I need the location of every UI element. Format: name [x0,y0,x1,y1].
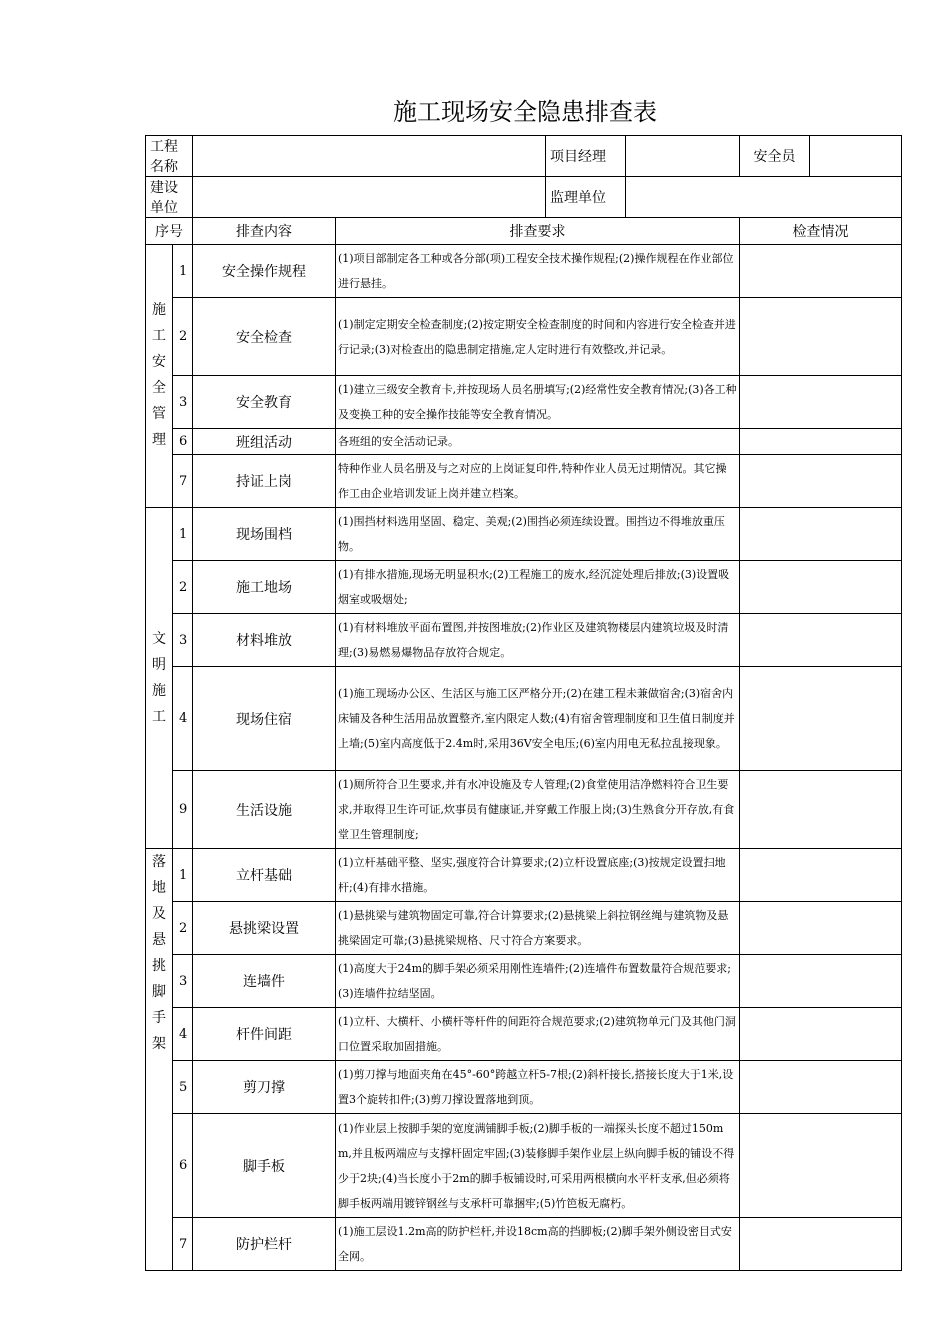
category-cell: 落 地 及 悬 挑 脚 手 架 [146,849,173,1271]
project-name-label: 工程名称 [146,136,193,177]
check-requirement: (1)建立三级安全教育卡,并按现场人员名册填写;(2)经常性安全教育情况;(3)各工种及变换工种的安全操作技能等安全教育情况。 [336,376,740,429]
check-status-field[interactable] [740,614,902,667]
row-number: 1 [173,849,193,902]
check-status-field[interactable] [740,667,902,771]
check-item: 材料堆放 [193,614,336,667]
header-row-2 [146,177,902,218]
table-row [146,1061,902,1114]
table-row [146,561,902,614]
check-item: 班组活动 [193,429,336,455]
check-item: 安全教育 [193,376,336,429]
table-row [146,771,902,849]
check-requirement: (1)项目部制定各工种或各分部(项)工程安全技术操作规程;(2)操作规程在作业部位进行悬挂。 [336,245,740,298]
row-number: 3 [173,614,193,667]
row-number: 7 [173,455,193,508]
check-status-field[interactable] [740,455,902,508]
check-requirement: (1)围挡材料选用坚固、稳定、美观;(2)围挡必须连续设置。围挡边不得堆放重压物。 [336,508,740,561]
check-status-field[interactable] [740,1114,902,1218]
table-row [146,955,902,1008]
check-requirement: (1)制定定期安全检查制度;(2)按定期安全检查制度的时间和内容进行安全检查并进行记录;(3)对检查出的隐患制定措施,定人定时进行有效整改,并记录。 [336,298,740,376]
row-number: 1 [173,245,193,298]
check-status-field[interactable] [740,1061,902,1114]
check-requirement: 特种作业人员名册及与之对应的上岗证复印件,特种作业人员无过期情况。其它操作工由企业培训发证上岗并建立档案。 [336,455,740,508]
table-row [146,902,902,955]
check-item: 悬挑梁设置 [193,902,336,955]
check-requirement: (1)施工现场办公区、生活区与施工区严格分开;(2)在建工程未兼做宿舍;(3)宿舍内床铺及各种生活用品放置整齐,室内限定人数;(4)有宿舍管理制度和卫生值日制度并上墙;(5)室内高度低于2.4m时,采用36V安全电压;(6)室内用电无私拉乱接现象。 [336,667,740,771]
row-number: 3 [173,376,193,429]
check-item: 杆件间距 [193,1008,336,1061]
row-number: 4 [173,1008,193,1061]
project-name-field[interactable] [193,136,546,177]
check-item: 立杆基础 [193,849,336,902]
category-cell: 文 明 施 工 [146,508,173,849]
check-status-field[interactable] [740,429,902,455]
row-number: 2 [173,902,193,955]
check-item: 剪刀撑 [193,1061,336,1114]
check-status-field[interactable] [740,1008,902,1061]
safety-officer-field[interactable] [810,136,902,177]
safety-officer-label: 安全员 [740,136,810,177]
check-status-field[interactable] [740,1218,902,1271]
check-requirement: (1)剪刀撑与地面夹角在45°-60°跨越立杆5-7根;(2)斜杆接长,搭接长度大于1米,设置3个旋转扣件;(3)剪刀撑设置落地到顶。 [336,1061,740,1114]
row-number: 5 [173,1061,193,1114]
check-item: 安全操作规程 [193,245,336,298]
inspection-table [145,135,902,1271]
supervision-unit-field[interactable] [626,177,902,218]
table-row [146,245,902,298]
table-row [146,1114,902,1218]
table-row [146,1008,902,1061]
row-number: 1 [173,508,193,561]
check-status-field[interactable] [740,508,902,561]
check-item: 生活设施 [193,771,336,849]
row-number: 6 [173,1114,193,1218]
header-row-1 [146,136,902,177]
table-row [146,429,902,455]
check-status-field[interactable] [740,849,902,902]
row-number: 9 [173,771,193,849]
check-status-field[interactable] [740,955,902,1008]
check-requirement: (1)有材料堆放平面布置图,并按图堆放;(2)作业区及建筑物楼层内建筑垃圾及时清理;(3)易燃易爆物品存放符合规定。 [336,614,740,667]
check-requirement: (1)立杆、大横杆、小横杆等杆件的间距符合规范要求;(2)建筑物单元门及其他门洞口位置采取加固措施。 [336,1008,740,1061]
check-requirement: (1)高度大于24m的脚手架必须采用刚性连墙件;(2)连墙件布置数量符合规范要求;(3)连墙件拉结坚固。 [336,955,740,1008]
project-manager-label: 项目经理 [546,136,626,177]
column-header-row [146,218,902,245]
check-item: 脚手板 [193,1114,336,1218]
check-item: 现场围档 [193,508,336,561]
check-item: 连墙件 [193,955,336,1008]
table-row [146,614,902,667]
row-number: 3 [173,955,193,1008]
category-cell: 施 工 安 全 管 理 [146,245,173,508]
col-requirement-header: 排查要求 [336,218,740,245]
check-status-field[interactable] [740,298,902,376]
table-row [146,667,902,771]
table-row [146,508,902,561]
check-requirement: (1)作业层上按脚手架的宽度满铺脚手板;(2)脚手板的一端探头长度不超过150mm,并且板两端应与支撑杆固定牢固;(3)装修脚手架作业层上纵向脚手板的铺设不得少于2块;(4)当长度小于2m的脚手板铺设时,可采用两根横向水平杆支承,但必须将脚手板两端用镀锌钢丝与支承杆可靠捆牢;(5)竹笆板无腐朽。 [336,1114,740,1218]
row-number: 7 [173,1218,193,1271]
project-manager-field[interactable] [626,136,740,177]
check-item: 现场住宿 [193,667,336,771]
table-row [146,298,902,376]
row-number: 2 [173,561,193,614]
check-status-field[interactable] [740,376,902,429]
row-number: 2 [173,298,193,376]
col-status-header: 检查情况 [740,218,902,245]
check-item: 防护栏杆 [193,1218,336,1271]
check-status-field[interactable] [740,902,902,955]
check-requirement: (1)有排水措施,现场无明显积水;(2)工程施工的废水,经沉淀处理后排放;(3)设置吸烟室或吸烟处; [336,561,740,614]
check-requirement: (1)施工层设1.2m高的防护栏杆,并设18cm高的挡脚板;(2)脚手架外侧设密目式安全网。 [336,1218,740,1271]
page-title: 施工现场安全隐患排查表 [393,98,657,126]
col-no-header: 序号 [146,218,193,245]
check-requirement: (1)悬挑梁与建筑物固定可靠,符合计算要求;(2)悬挑梁上斜拉钢丝绳与建筑物及悬挑梁固定可靠;(3)悬挑梁规格、尺寸符合方案要求。 [336,902,740,955]
table-row [146,455,902,508]
check-status-field[interactable] [740,561,902,614]
col-content-header: 排查内容 [193,218,336,245]
table-row [146,1218,902,1271]
check-requirement: (1)立杆基础平整、坚实,强度符合计算要求;(2)立杆设置底座;(3)按规定设置扫地杆;(4)有排水措施。 [336,849,740,902]
row-number: 4 [173,667,193,771]
check-item: 施工地场 [193,561,336,614]
check-status-field[interactable] [740,771,902,849]
check-status-field[interactable] [740,245,902,298]
check-requirement: (1)厕所符合卫生要求,并有水冲设施及专人管理;(2)食堂使用洁净燃料符合卫生要求,并取得卫生许可证,炊事员有健康证,并穿戴工作服上岗;(3)生熟食分开存放,有食堂卫生管理制度; [336,771,740,849]
row-number: 6 [173,429,193,455]
table-row [146,849,902,902]
check-requirement: 各班组的安全活动记录。 [336,429,740,455]
construction-unit-label: 建设单位 [146,177,193,218]
check-item: 安全检查 [193,298,336,376]
supervision-unit-label: 监理单位 [546,177,626,218]
check-item: 持证上岗 [193,455,336,508]
inspection-table-wrapper [145,135,881,1263]
construction-unit-field[interactable] [193,177,546,218]
table-row [146,376,902,429]
